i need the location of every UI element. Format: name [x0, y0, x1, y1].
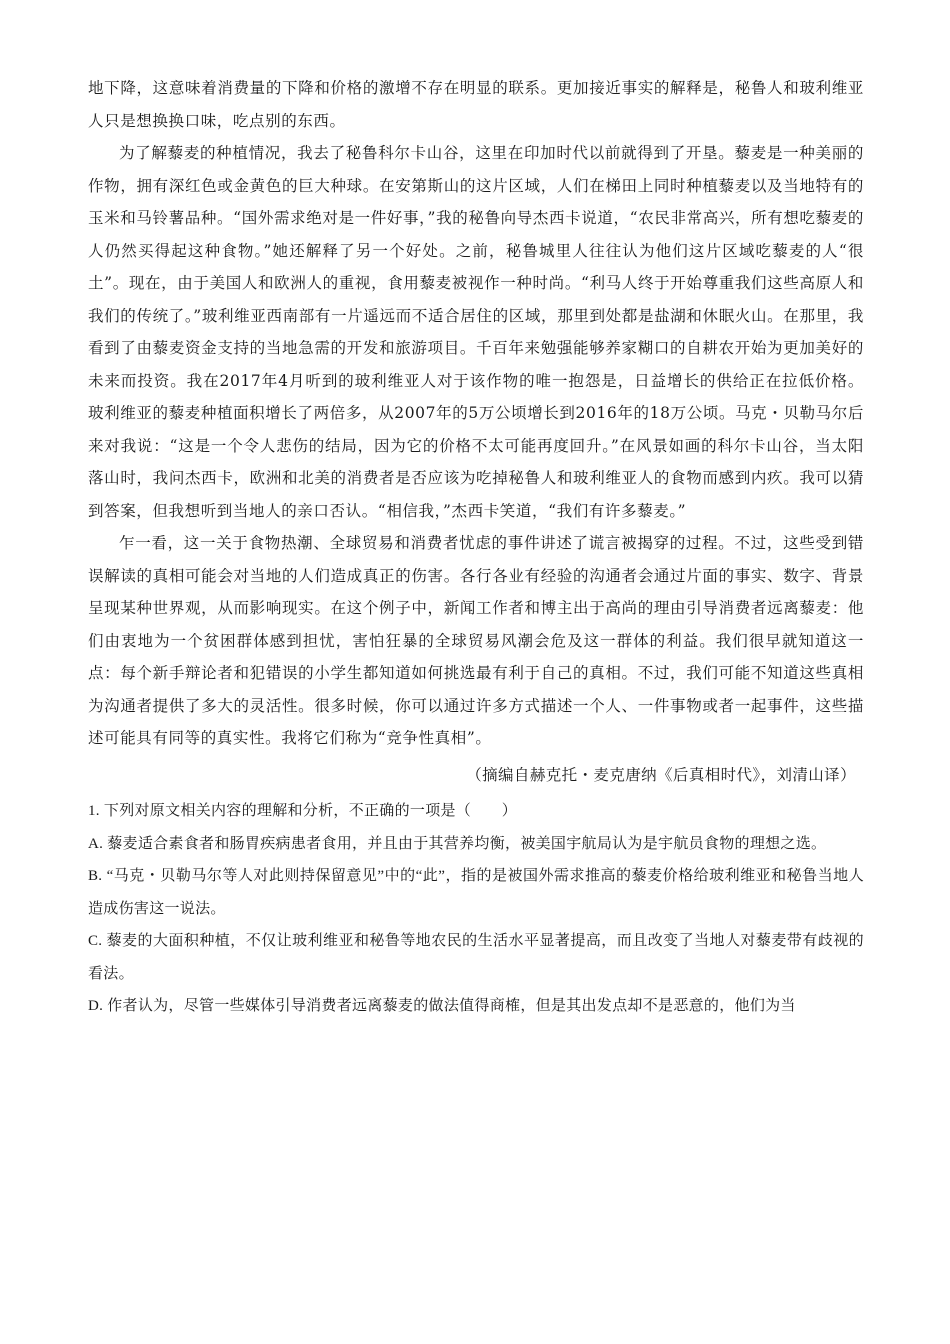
option-b: B. “马克・贝勒马尔等人对此则持保留意见”中的“此”，指的是被国外需求推高的藜麦价格给玻利维亚和秘鲁当地人造成伤害这一说法。	[88, 868, 864, 917]
article-source: （摘编自赫克托・麦克唐纳《后真相时代》，刘清山译）	[466, 765, 856, 784]
document-page	[88, 72, 864, 1023]
option-c: C. 藜麦的大面积种植，不仅让玻利维亚和秘鲁等地农民的生活水平显著提高，而且改变了当地人对藜麦带有歧视的看法。	[88, 933, 864, 982]
question-block	[88, 795, 864, 1023]
article-paragraph-2: 为了解藜麦的种植情况，我去了秘鲁科尔卡山谷，这里在印加时代以前就得到了开垦。藜麦是一种美丽的作物，拥有深红色或金黄色的巨大种球。在安第斯山的这片区域，人们在梯田上同时种植藜麦以及当地特有的玉米和马铃薯品种。“国外需求绝对是一件好事，”我的秘鲁向导杰西卡说道，“农民非常高兴，所有想吃藜麦的人仍然买得起这种食物。”她还解释了另一个好处。之前，秘鲁城里人往往认为他们这片区域吃藜麦的人“很土”。现在，由于美国人和欧洲人的重视，食用藜麦被视作一种时尚。“利马人终于开始尊重我们这些高原人和我们的传统了。”玻利维亚西南部有一片遥远而不适合居住的区域，那里到处都是盐湖和休眠火山。在那里，我看到了由藜麦资金支持的当地急需的开发和旅游项目。千百年来勉强能够养家糊口的自耕农开始为更加美好的未来而投资。我在2017年4月听到的玻利维亚人对于该作物的唯一抱怨是，日益增长的供给正在拉低价格。玻利维亚的藜麦种植面积增长了两倍多，从2007年的5万公顷增长到2016年的18万公顷。马克・贝勒马尔后来对我说：“这是一个令人悲伤的结局，因为它的价格不太可能再度回升。”在风景如画的科尔卡山谷，当太阳落山时，我问杰西卡，欧洲和北美的消费者是否应该为吃掉秘鲁人和玻利维亚人的食物而感到内疚。我可以猜到答案，但我想听到当地人的亲口否认。“相信我，”杰西卡笑道，“我们有许多藜麦。”	[88, 144, 864, 520]
option-a: A. 藜麦适合素食者和肠胃疾病患者食用，并且由于其营养均衡，被美国宇航局认为是宇航员食物的理想之选。	[88, 835, 827, 852]
option-d: D. 作者认为，尽管一些媒体引导消费者远离藜麦的做法值得商榷，但是其出发点却不是恶意的，他们为当	[88, 998, 796, 1014]
article-paragraph-3: 乍一看，这一关于食物热潮、全球贸易和消费者忧虑的事件讲述了谎言被揭穿的过程。不过，这些受到错误解读的真相可能会对当地的人们造成真正的伤害。各行各业有经验的沟通者会通过片面的事实、数字、背景呈现某种世界观，从而影响现实。在这个例子中，新闻工作者和博主出于高尚的理由引导消费者远离藜麦：他们由衷地为一个贫困群体感到担忧，害怕狂暴的全球贸易风潮会危及这一群体的利益。我们很早就知道这一点：每个新手辩论者和犯错误的小学生都知道如何挑选最有利于自己的真相。不过，我们可能不知道这些真相为沟通者提供了多大的灵活性。很多时候，你可以通过许多方式描述一个人、一件事物或者一起事件，这些描述可能具有同等的真实性。我将它们称为“竞争性真相”。	[88, 534, 864, 747]
question-stem: 1. 下列对原文相关内容的理解和分析，不正确的一项是（ ）	[88, 803, 518, 819]
article-paragraph-1: 地下降，这意味着消费量的下降和价格的激增不存在明显的联系。更加接近事实的解释是，秘鲁人和玻利维亚人只是想换换口味，吃点别的东西。	[88, 79, 864, 130]
